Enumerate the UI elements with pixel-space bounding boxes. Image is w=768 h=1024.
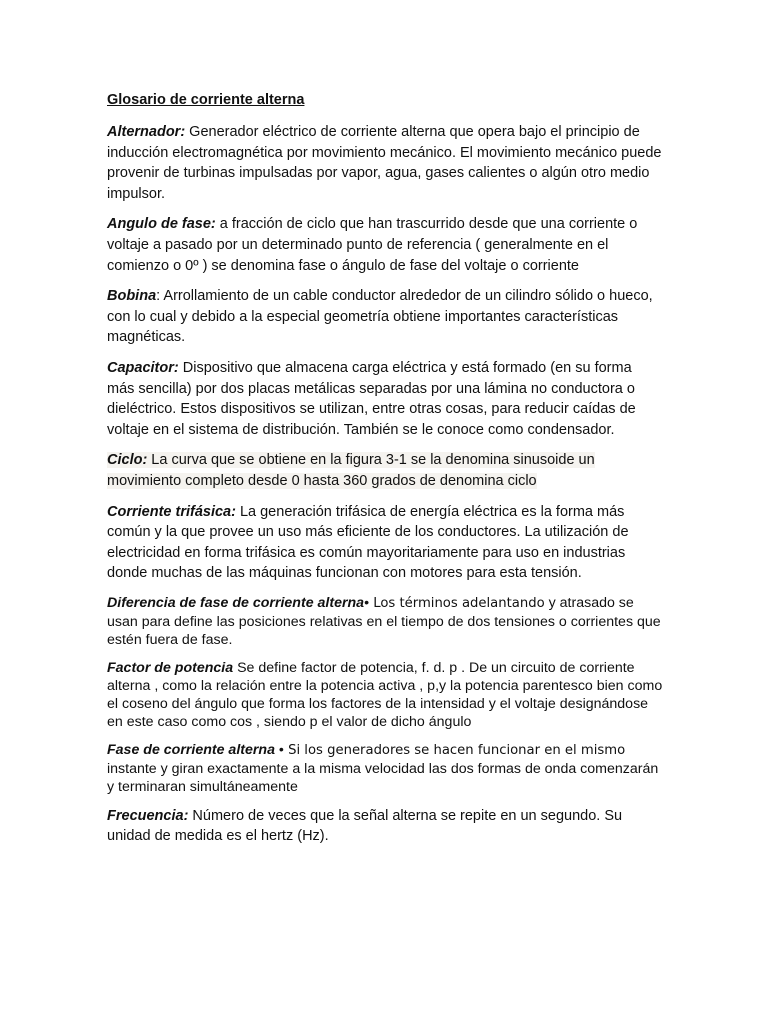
glossary-entry-angulo-de-fase — [107, 214, 663, 276]
glossary-definition: instante y giran exactamente a la misma velocidad las dos formas de onda comenzarán y terminaran simultáneamente — [107, 760, 659, 795]
glossary-term: Diferencia de fase de corriente alterna — [107, 594, 365, 611]
glossary-entry-factor-de-potencia — [107, 659, 663, 731]
bullet-glyph: • — [364, 594, 370, 611]
document-title: Glosario de corriente alterna — [107, 92, 305, 108]
glossary-definition: y atrasado se usan para define las posiciones relativas en el tiempo de dos tensiones o corrientes que estén fuera de fase. — [107, 594, 661, 648]
glossary-definition: Los términos adelantando — [369, 595, 545, 611]
glossary-entry-corriente-trifasica — [107, 502, 663, 584]
glossary-definition: Generador eléctrico de corriente alterna que opera bajo el principio de inducción electromagnética por movimiento mecánico. El movimiento mecánico puede provenir de turbinas impulsadas por vapor, agua, gases calientes o algún otro medio impulsor. — [107, 124, 662, 202]
glossary-term: Bobina — [107, 288, 157, 305]
highlighted-text — [107, 452, 595, 489]
glossary-entry-alternador — [107, 122, 663, 204]
glossary-entry-fase-de-corriente — [107, 741, 663, 796]
glossary-term: Ciclo: — [107, 452, 148, 469]
glossary-definition: Dispositivo que almacena carga eléctrica y está formado (en su forma más sencilla) por dos placas metálicas separadas por una lámina no conductora o dieléctrico. Estos dispositivos se utilizan, entre otras cosas, para reducir caídas de voltaje en el sistema de distribución. También se le conoce como condensador. — [107, 359, 636, 438]
glossary-entry-bobina — [107, 286, 663, 348]
glossary-entry-ciclo — [107, 450, 663, 491]
glossary-term: Frecuencia: — [107, 807, 189, 824]
glossary-term: Corriente trifásica: — [107, 503, 236, 520]
document-page — [107, 90, 663, 857]
bullet-glyph: • — [274, 741, 284, 758]
glossary-term: Alternador: — [107, 124, 186, 140]
glossary-entry-diferencia-de-fase — [107, 594, 663, 649]
glossary-term: Angulo de fase: — [107, 216, 216, 233]
glossary-definition: Número de veces que la señal alterna se repite en un segundo. Su unidad de medida es el hertz (Hz). — [107, 807, 623, 845]
glossary-term: Factor de potencia — [107, 659, 234, 676]
glossary-definition: a fracción de ciclo que han trascurrido desde que una corriente o voltaje a pasado por un determinado punto de referencia ( generalmente en el comienzo o 0º ) se denomina fase o ángulo de fase del voltaje o corriente — [107, 216, 638, 274]
glossary-definition: Si los generadores se hacen funcionar en el mismo — [283, 742, 626, 758]
glossary-term: Fase de corriente alterna — [107, 741, 275, 758]
glossary-entry-frecuencia — [107, 806, 663, 847]
glossary-definition: Se define factor de potencia, f. d. p . De un circuito de corriente alterna , como la relación entre la potencia activa , p,y la potencia parentesco bien como el coseno del ángulo que forma los factores de la intensidad y el voltaje designándose en este caso como cos , siendo p el valor de dicho ángulo — [107, 659, 663, 730]
glossary-definition: : Arrollamiento de un cable conductor alrededor de un cilindro sólido o hueco, con lo cual y debido a la especial geometría obtiene importantes características magnéticas. — [107, 288, 653, 346]
glossary-entry-capacitor — [107, 358, 663, 440]
glossary-definition: La generación trifásica de energía eléctrica es la forma más común y la que provee un uso más eficiente de los conductores. La utilización de electricidad en forma trifásica es común mayoritariamente para uso en industrias donde muchas de las máquinas funcionan con motores para esta tensión. — [107, 503, 629, 582]
glossary-term: Capacitor: — [107, 359, 179, 376]
glossary-definition: La curva que se obtiene en la figura 3-1 se la denomina sinusoide un movimiento completo desde 0 hasta 360 grados de denomina ciclo — [107, 452, 595, 489]
